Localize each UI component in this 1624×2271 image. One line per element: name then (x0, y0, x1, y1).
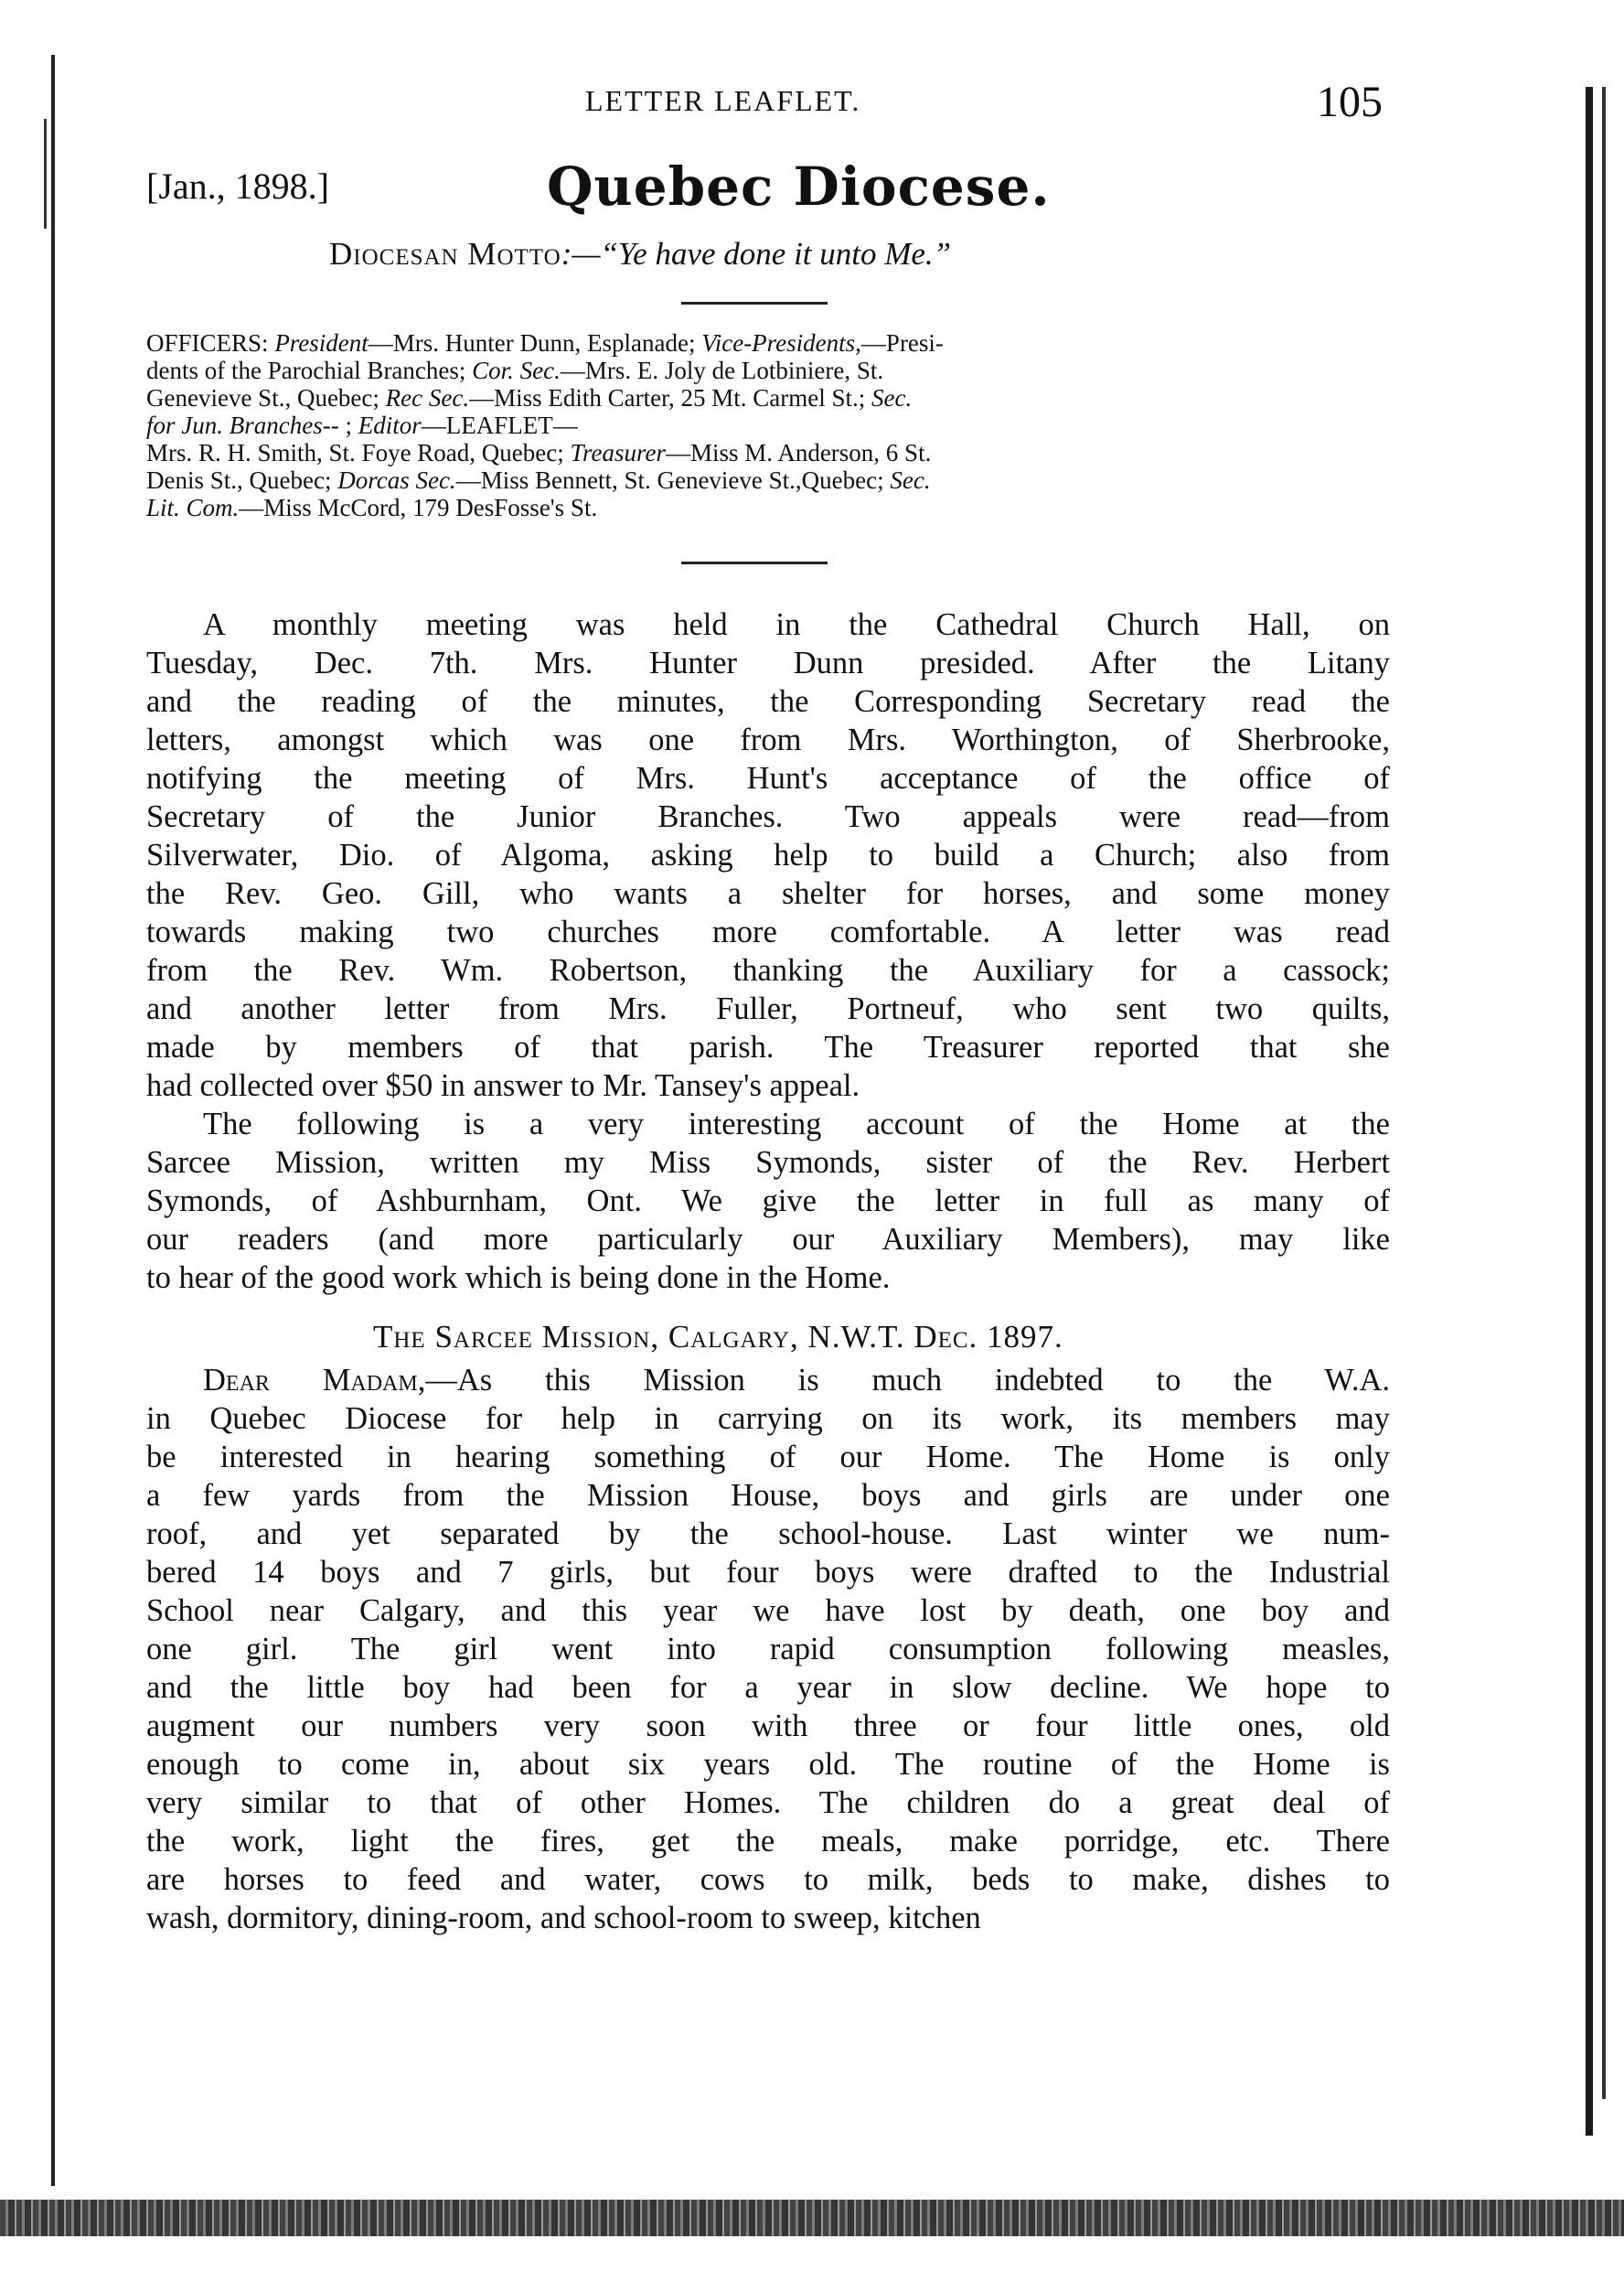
text-line: Tuesday, Dec. 7th. Mrs. Hunter Dunn presided. After the Litany (146, 646, 1390, 680)
text-line: The following is a very interesting account of the Home at the (203, 1107, 1390, 1141)
text-line: Symonds, of Ashburnham, Ont. We give the letter in full as many of (146, 1184, 1390, 1218)
officers-line (146, 384, 1390, 412)
scan-edge-left (51, 55, 55, 2186)
text-line: the Rev. Geo. Gill, who wants a shelter for horses, and some money (146, 876, 1390, 911)
officers-line (146, 357, 1390, 384)
letter-heading-place-date: , Calgary, N.W.T. Dec. 1897. (650, 1319, 1063, 1355)
text-line: School near Calgary, and this year we have lost by death, one boy and (146, 1593, 1390, 1628)
text-line: had collected over $50 in answer to Mr. Tansey's appeal. (146, 1068, 860, 1103)
officers-text-run: for Jun. Branches (146, 412, 323, 439)
officers-text-run: —Miss M. Anderson, 6 St. (666, 439, 932, 466)
officers-text-run: ,—Presi- (855, 329, 944, 357)
officers-text-run: —Mrs. Hunter Dunn, Esplanade; (368, 329, 702, 357)
text-line: letters, amongst which was one from Mrs. Worthington, of Sherbrooke, (146, 723, 1390, 757)
officers-text-run: —Miss McCord, 179 DesFosse's St. (239, 494, 598, 521)
text-line: made by members of that parish. The Treasurer reported that she (146, 1030, 1390, 1065)
text-line: one girl. The girl went into rapid consumption following measles, (146, 1632, 1390, 1666)
officers-text-run: Denis St., Quebec; (146, 466, 338, 494)
separator-rule (681, 302, 828, 305)
text-line: enough to come in, about six years old. The routine of the Home is (146, 1747, 1390, 1782)
officers-line (146, 466, 1390, 494)
officers-text-run: Mrs. R. H. Smith, St. Foye Road, Quebec; (146, 439, 571, 466)
officers-text-run: Lit. Com. (146, 494, 240, 521)
running-title: LETTER LEAFLET. (585, 84, 861, 117)
text-line: augment our numbers very soon with three or four little ones, old (146, 1709, 1390, 1743)
officers-text-run: Editor (358, 412, 422, 439)
officers-list (146, 329, 1390, 521)
letter-heading (373, 1319, 1063, 1355)
text-line: Sarcee Mission, written my Miss Symonds, sister of the Rev. Herbert (146, 1145, 1390, 1180)
officers-text-run: President (274, 329, 369, 357)
scan-edge-right (1586, 87, 1593, 2136)
officers-text-run: Genevieve St., Quebec; (146, 384, 386, 412)
officers-line (146, 439, 1390, 466)
officers-text-run: Sec. (890, 466, 931, 494)
page-number: 105 (1317, 78, 1383, 126)
text-line: roof, and yet separated by the school-house. Last winter we num- (146, 1516, 1390, 1551)
text-line: towards making two churches more comfortable. A letter was read (146, 915, 1390, 949)
scan-edge-right-inner (1602, 87, 1606, 2099)
scan-edge-left-mark (44, 119, 47, 229)
page-title: Quebec Diocese. (547, 155, 1051, 218)
letter-body (146, 1361, 1390, 1937)
officers-text-run: —LEAFLET— (421, 412, 578, 439)
officers-text-run: Sec. (871, 384, 913, 412)
text-line: in Quebec Diocese for help in carrying on its work, its members may (146, 1401, 1390, 1436)
letter-heading-name: The Sarcee Mission (373, 1319, 651, 1355)
text-line: A monthly meeting was held in the Cathedral Church Hall, on (203, 607, 1390, 642)
text-line: a few yards from the Mission House, boys and girls are under one (146, 1478, 1390, 1513)
text-line: very similar to that of other Homes. The children do a great deal of (146, 1785, 1390, 1820)
officers-text-run: Cor. Sec. (472, 357, 561, 384)
officers-text-run: Vice-Presidents (701, 329, 856, 357)
officers-text-run: —Miss Edith Carter, 25 Mt. Carmel St.; (469, 384, 871, 412)
officers-text-run: dents of the Parochial Branches; (146, 357, 473, 384)
officers-text-run: Treasurer (570, 439, 667, 466)
meeting-report-paragraph (146, 605, 1390, 1105)
motto-text: :—“Ye have done it unto Me.” (561, 236, 952, 272)
officers-text-run: -- ; (322, 412, 358, 439)
text-line: notifying the meeting of Mrs. Hunt's acceptance of the office of (146, 761, 1390, 796)
text-line: Silverwater, Dio. of Algoma, asking help to build a Church; also from (146, 838, 1390, 873)
text-line: our readers (and more particularly our Auxiliary Members), may like (146, 1222, 1390, 1257)
motto-label: Diocesan Motto (329, 236, 561, 272)
diocesan-motto (329, 236, 951, 273)
letter-line-text: ,—As this Mission is much indebted to the W.A. (417, 1363, 1390, 1398)
separator-rule (681, 562, 828, 564)
text-line: bered 14 boys and 7 girls, but four boys were drafted to the Industrial (146, 1555, 1390, 1590)
text-line: from the Rev. Wm. Robertson, thanking the Auxiliary for a cassock; (146, 953, 1390, 988)
officers-line (146, 494, 1390, 521)
text-line: to hear of the good work which is being done in the Home. (146, 1260, 891, 1295)
text-line: Secretary of the Junior Branches. Two appeals were read—from (146, 799, 1390, 834)
officers-text-run: —Miss Bennett, St. Genevieve St.,Quebec; (455, 466, 891, 494)
text-line (146, 1361, 1390, 1399)
text-line: be interested in hearing something of our Home. The Home is only (146, 1440, 1390, 1474)
officers-line (146, 412, 1390, 439)
text-line: and another letter from Mrs. Fuller, Portneuf, who sent two quilts, (146, 991, 1390, 1026)
officers-text-run: —Mrs. E. Joly de Lotbiniere, St. (560, 357, 884, 384)
officers-text-run: OFFICERS: (146, 329, 275, 357)
introduction-paragraph (146, 1105, 1390, 1297)
officers-text-run: Rec Sec. (385, 384, 470, 412)
officers-line (146, 329, 1390, 357)
officers-text-run: Dorcas Sec. (337, 466, 456, 494)
scan-edge-bottom (0, 2200, 1624, 2236)
text-line: wash, dormitory, dining-room, and school-room to sweep, kitchen (146, 1901, 981, 1935)
letter-salutation: Dear Madam (203, 1363, 418, 1398)
text-line: are horses to feed and water, cows to milk, beds to make, dishes to (146, 1862, 1390, 1897)
text-line: the work, light the fires, get the meals, make porridge, etc. There (146, 1824, 1390, 1859)
text-line: and the reading of the minutes, the Corresponding Secretary read the (146, 684, 1390, 719)
text-line: and the little boy had been for a year in slow decline. We hope to (146, 1670, 1390, 1705)
issue-date: [Jan., 1898.] (146, 166, 329, 207)
